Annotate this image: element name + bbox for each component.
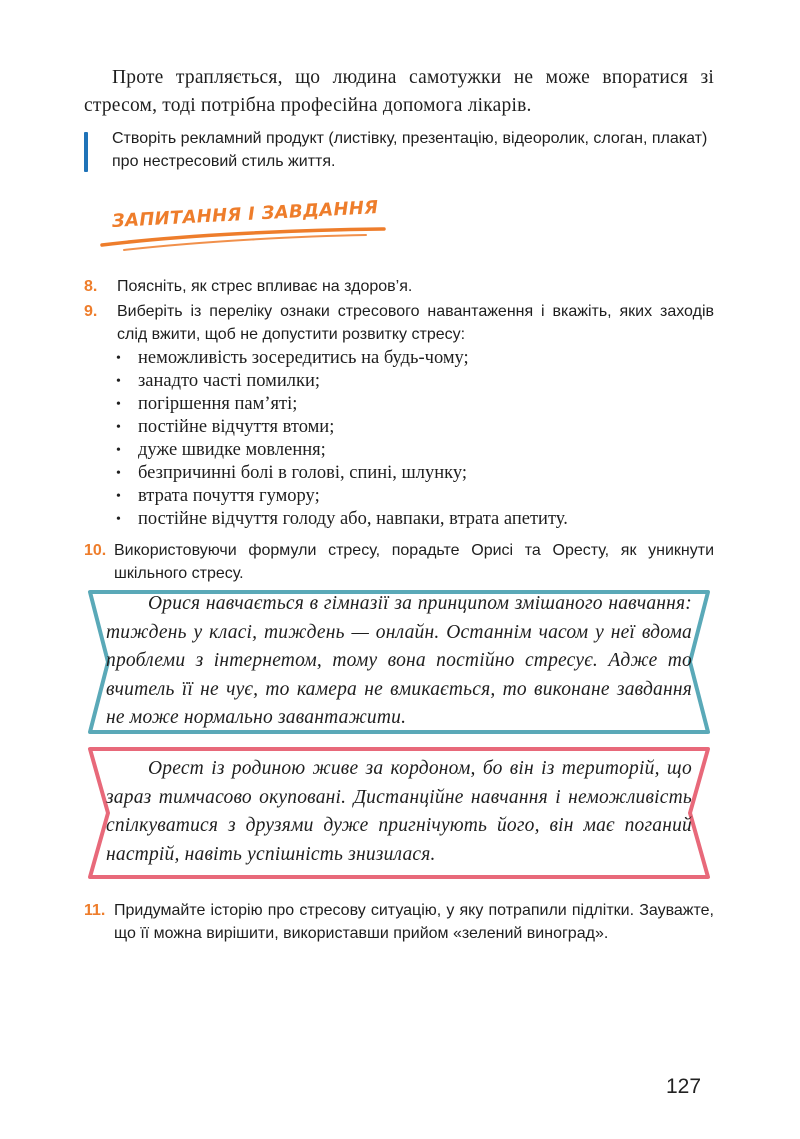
question-number: 11. [84, 902, 106, 919]
bullet-icon: • [116, 397, 121, 412]
section-heading [94, 197, 394, 255]
story-text: Орися навчається в гімназії за принципом змішаного навчання: тиждень у класі, тиждень — онлайн. Останнім часом у неї вдома проблеми з інтернетом, тому вона постійно стресує. Адже то вчитель її не чує, то камера не вмикається, то виконане завдання не може нормально завантажити. [106, 593, 692, 728]
bullet-icon: • [116, 466, 121, 481]
bullet-icon: • [116, 374, 121, 389]
intro-paragraph: Проте трапляється, що людина самотужки не може впоратися зі стресом, тоді потрібна професійна допомога лікарів. [84, 67, 714, 116]
bullet-icon: • [116, 512, 121, 527]
list-item: • втрата почуття гумору; [116, 486, 320, 506]
question-10 [84, 540, 714, 585]
question-text: Придумайте історію про стресову ситуацію, у яку потрапили підлітки. Зауважте, що її можна вирішити, використавши прийом «зелений виноград». [114, 902, 714, 942]
bullet-icon: • [116, 420, 121, 435]
question-text: Поясніть, як стрес впливає на здоров’я. [117, 278, 413, 295]
question-number: 8. [84, 278, 98, 295]
list-item: • занадто часті помилки; [116, 371, 321, 391]
question-number: 10. [84, 542, 107, 559]
question-11 [84, 900, 714, 945]
list-item: • дуже швидке мовлення; [116, 440, 326, 460]
page-number: 127 [666, 1075, 702, 1098]
bullet-icon: • [116, 489, 121, 504]
story-card-orysia [84, 586, 714, 738]
list-item: • постійне відчуття втоми; [116, 417, 335, 437]
question-9 [84, 301, 714, 346]
story-text: Орест із родиною живе за кордоном, бо він із територій, що зараз тимчасово окуповані. Дистанційне навчання і неможливість спілкуватися з друзями дуже пригнічують його, він має поганий настрій, навіть успішність знизилася. [106, 758, 692, 865]
list-item: • неможливість зосередитись на будь-чому; [116, 348, 469, 368]
section-heading-text: ЗАПИТАННЯ І ЗАВДАННЯ [111, 197, 379, 232]
question-number: 9. [84, 303, 98, 320]
question-text: Виберіть із переліку ознаки стресового навантаження і вкажіть, яких заходів слід вжити, щоб не допустити розвитку стресу: [117, 303, 714, 343]
question-8 [84, 276, 714, 299]
list-item: • безпричинні болі в голові, спині, шлунку; [116, 463, 468, 483]
story-card-orest [84, 743, 714, 883]
question-text: Використовуючи формули стресу, порадьте Орисі та Оресту, як уникнути шкільного стресу. [114, 542, 714, 582]
list-item: • постійне відчуття голоду або, навпаки, втрата апетиту. [116, 509, 568, 529]
list-item: • погіршення пам’яті; [116, 394, 298, 414]
bullet-icon: • [116, 351, 121, 366]
callout-task: Створіть рекламний продукт (листівку, презентацію, відеоролик, слоган, плакат) про нестресовий стиль життя. [112, 130, 708, 170]
stress-signs-list [114, 347, 714, 531]
bullet-icon: • [116, 443, 121, 458]
